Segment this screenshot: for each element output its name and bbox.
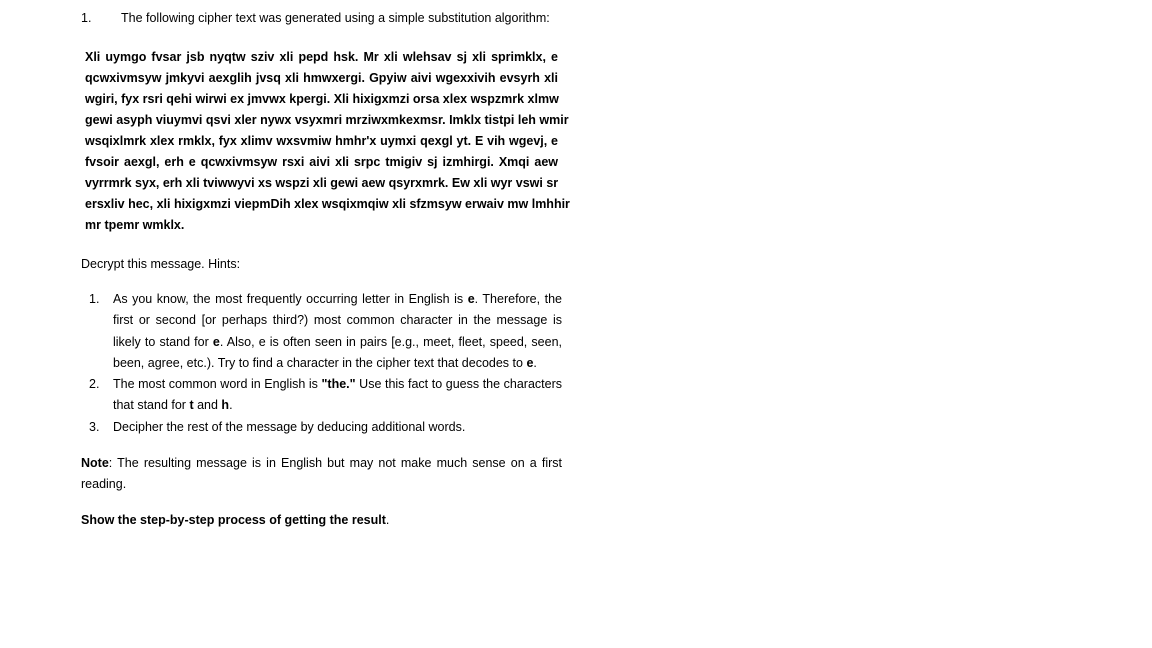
hint-text: Decipher the rest of the message by deducing additional words. <box>113 419 466 434</box>
hint-emphasis: e <box>526 355 534 370</box>
show-tail: . <box>385 513 390 527</box>
cipher-line: fvsoir aexgl, erh e qcwxivmsyw rsxi aivi xli srpc tmigiv sj izmhirgi. Xmqi aew <box>85 155 558 169</box>
hint-text: . <box>229 398 233 413</box>
hint-item <box>81 289 562 374</box>
cipher-line: Xli uymgo fvsar jsb nyqtw sziv xli pepd hsk. Mr xli wlehsav sj xli sprimklx, e <box>85 50 558 64</box>
cipher-line: mr tpemr wmklx. <box>85 218 185 232</box>
note-label: Note <box>81 456 109 470</box>
hint-text: . Therefore, the first or second [or perhaps third?) most common character in the message is likely to stand for <box>113 292 562 349</box>
cipher-line: wsqixlmrk xlex rmklx, fyx xlimv wxsvmiw hmhr'x uymxi qexgl yt. E vih wgevj, e <box>85 134 558 148</box>
cipher-text-block <box>85 47 570 236</box>
hint-text: . <box>533 355 537 370</box>
hint-emphasis: e <box>212 334 220 349</box>
hint-item <box>81 417 562 438</box>
question-intro: The following cipher text was generated using a simple substitution algorithm: <box>121 11 550 25</box>
hints-list <box>81 289 562 438</box>
hint-text: and <box>193 398 222 413</box>
cipher-line: ersxliv hec, xli hixigxmzi viepmDih xlex wsqixmqiw xli sfzmsyw erwaiv mw lmhhir <box>85 197 570 211</box>
cipher-line: vyrrmrk syx, erh xli tviwwyvi xs wspzi xli gewi aew qsyrxmrk. Ew xli wyr vswi sr <box>85 176 559 190</box>
show-instruction <box>81 510 389 531</box>
hint-text: The most common word in English is <box>113 377 322 392</box>
cipher-line: gewi asyph viuymvi qsvi xler nywx vsyxmri mrziwxmkexmsr. Imklx tistpi leh wmir <box>85 113 569 127</box>
hint-number: 1. <box>89 292 100 306</box>
cipher-line: qcwxivmsyw jmkyvi aexglih jvsq xli hmwxergi. Gpyiw aivi wgexxivih evsyrh xli <box>85 71 558 85</box>
note-paragraph <box>81 453 562 495</box>
question-number: 1. <box>81 11 92 25</box>
show-bold-text: Show the step-by-step process of getting the result <box>81 513 386 527</box>
hint-text: Use this fact to guess the characters that stand for <box>113 377 563 413</box>
hint-text: . Also, e is often seen in pairs [e.g., meet, fleet, speed, seen, been, agree, etc.). Try to find a character in the cipher text that decodes to <box>113 334 562 370</box>
decrypt-prompt: Decrypt this message. Hints: <box>81 257 241 271</box>
hint-emphasis: e <box>467 292 475 306</box>
cipher-line: wgiri, fyx rsri qehi wirwi ex jmvwx kpergi. Xli hixigxmzi orsa xlex wspzmrk xlmw <box>85 92 559 106</box>
hint-number: 2. <box>89 377 100 392</box>
question-header <box>81 9 581 27</box>
hint-number: 3. <box>89 419 100 434</box>
hint-text: As you know, the most frequently occurring letter in English is <box>113 292 468 306</box>
note-text: : The resulting message is in English but may not make much sense on a first reading. <box>81 456 562 491</box>
hint-emphasis: h <box>221 398 230 413</box>
hint-emphasis: t <box>189 398 194 413</box>
hint-item <box>81 374 562 417</box>
hint-emphasis: "the." <box>321 377 356 392</box>
